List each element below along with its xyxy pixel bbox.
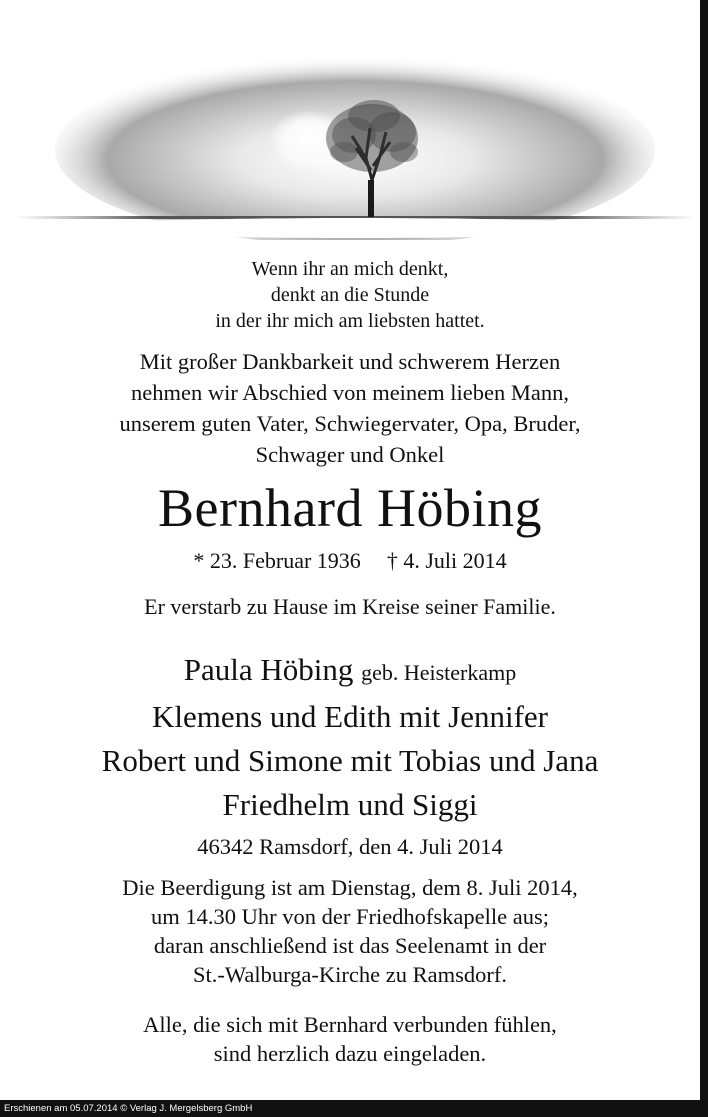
farewell-line: nehmen wir Abschied von meinem lieben Mann, [130,380,570,405]
death-note: Er verstarb zu Hause im Kreise seiner Familie. [144,594,556,619]
funeral-details [0,873,700,989]
invitation-line: sind herzlich dazu eingeladen. [213,1041,487,1066]
memorial-quote [0,256,700,334]
widow-birth-name: geb. Heisterkamp [361,660,517,685]
death-date: † 4. Juli 2014 [386,548,507,573]
invitation-text [0,1010,700,1068]
publication-credit: Erschienen am 05.07.2014 © Verlag J. Mergelsberg GmbH [4,1103,253,1114]
mourner-line: Klemens und Edith mit Jennifer [151,699,549,734]
mourner-line [0,648,700,695]
funeral-line: um 14.30 Uhr von der Friedhofskapelle aus; [150,904,550,929]
mourners-list [0,648,700,827]
farewell-text [0,346,700,470]
birth-date: * 23. Februar 1936 [193,548,361,573]
life-dates [0,546,700,576]
funeral-line: Die Beerdigung ist am Dienstag, dem 8. Juli 2014, [122,875,578,900]
quote-line: in der ihr mich am liebsten hattet. [215,310,485,332]
deceased-name: Bernhard Höbing [158,478,542,538]
funeral-line: St.-Walburga-Kirche zu Ramsdorf. [193,962,507,987]
farewell-line: Schwager und Onkel [255,442,445,467]
quote-line: denkt an die Stunde [270,284,430,306]
quote-line: Wenn ihr an mich denkt, [251,258,449,280]
place-date: 46342 Ramsdorf, den 4. Juli 2014 [197,834,503,859]
invitation-line: Alle, die sich mit Bernhard verbunden fühlen, [143,1012,557,1037]
right-border [700,0,708,1100]
farewell-line: unserem guten Vater, Schwiegervater, Opa, Bruder, [119,411,581,436]
farewell-line: Mit großer Dankbarkeit und schwerem Herzen [139,349,561,374]
mourner-line: Friedhelm und Siggi [222,787,478,822]
mourner-line: Robert und Simone mit Tobias und Jana [101,743,599,778]
tree-at-dusk-icon [14,40,696,240]
widow-name: Paula Höbing [183,652,354,687]
funeral-line: daran anschließend ist das Seelenamt in der [153,933,547,958]
